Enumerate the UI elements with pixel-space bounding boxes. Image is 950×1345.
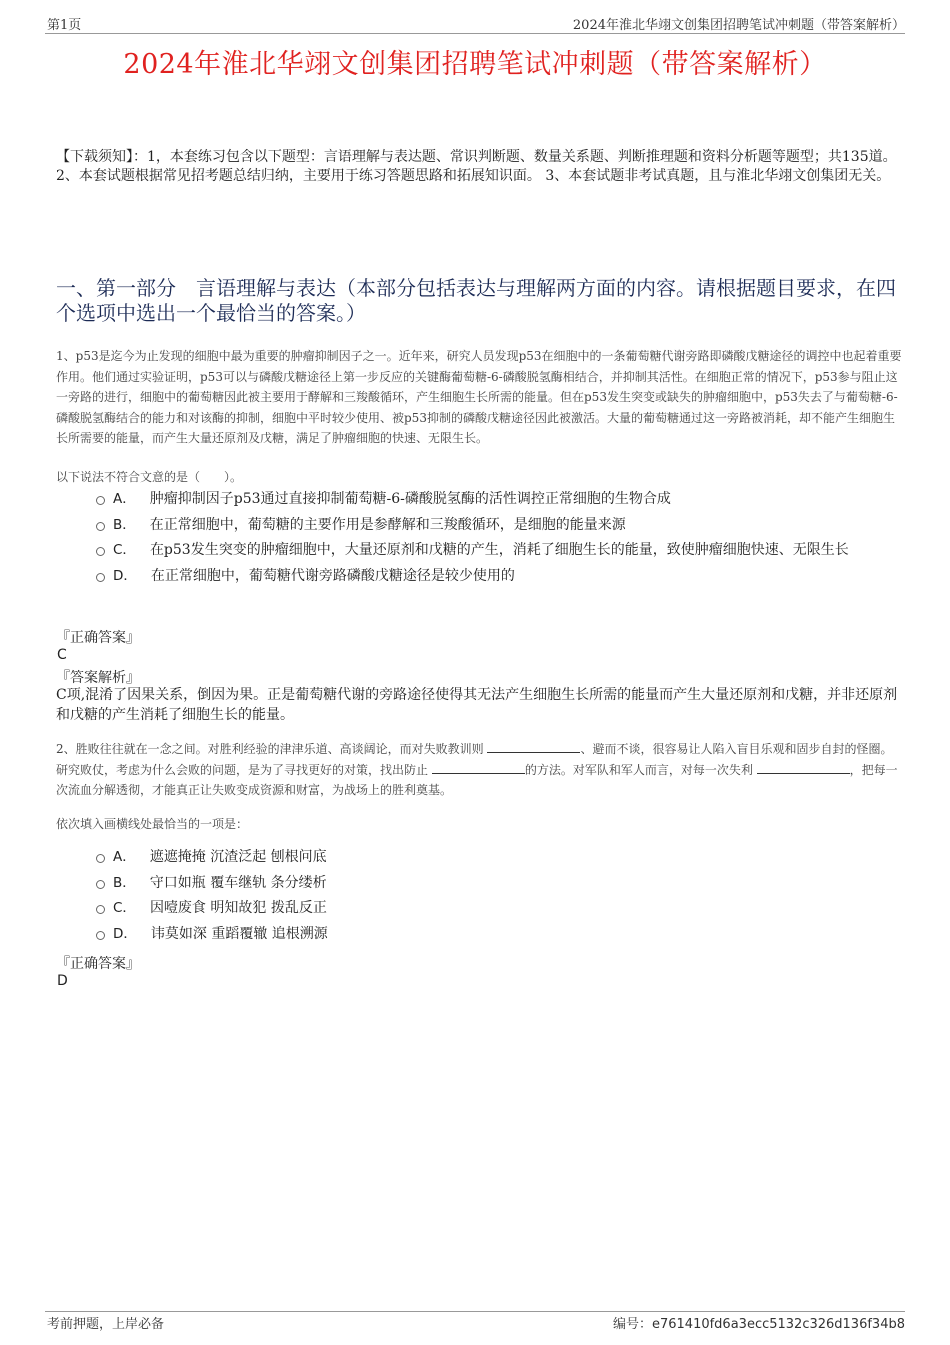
analysis-label: 『答案解析』 bbox=[56, 670, 140, 686]
question-1-text: 1、p53是迄今为止发现的细胞中最为重要的肿瘤抑制因子之一。近年来，研究人员发现p53在细胞中的一条葡萄糖代谢旁路即磷酸戊糖途径的调控中也起着重要作用。他们通过实验证明，p53可以与磷酸戊糖途径上第一步反应的关键酶葡萄糖-6-磷酸脱氢酶相结合，并抑制其活性。在细胞正常的情况下，p53参与阻止这一旁路的进行，细胞中的葡萄糖因此被主要用于酵解和三羧酸循环，产生细胞生长所需的能量。但在p53发生突变或缺失的肿瘤细胞中，p53失去了与葡萄糖-6-磷酸脱氢酶结合的能力和对该酶的抑制，细胞中平时较少使用、被p53抑制的磷酸戊糖途径因此被激活。大量的葡萄糖通过这一旁路被消耗，却不能产生细胞生长所需要的能量，而产生大量还原剂及戊糖，满足了肿瘤细胞的快速、无限生长。 bbox=[56, 349, 902, 445]
question-2-text: 2、胜败往往就在一念之间。对胜利经验的津津乐道、高谈阔论，而对失败教训则 、避而不谈，很容易让人陷入盲目乐观和固步自封的怪圈。研究败仗，考虑为什么会败的问题，是为了寻找更好的对策，找出防止 的方法。对军队和军人而言，对每一次失利 ，把每一次流血分解透彻，才能真正让失败变成资源和财富，为战场上的胜利奠基。 bbox=[56, 742, 898, 797]
radio-icon[interactable] bbox=[96, 573, 105, 582]
answer-label: 『正确答案』 bbox=[56, 630, 140, 646]
option-a[interactable]: A． 肿瘤抑制因子p53通过直接抑制葡萄糖-6-磷酸脱氢酶的活性调控正常细胞的生物合成 bbox=[96, 489, 902, 510]
radio-icon[interactable] bbox=[96, 880, 105, 889]
footer-code: 编号：e761410fd6a3ecc5132c326d136f34b8 bbox=[612, 1317, 905, 1332]
option-b[interactable]: B． 在正常细胞中，葡萄糖的主要作用是参酵解和三羧酸循环，是细胞的能量来源 bbox=[96, 515, 902, 536]
radio-icon[interactable] bbox=[96, 496, 105, 505]
option-a[interactable]: A． 遮遮掩掩 沉渣泛起 刨根问底 bbox=[96, 847, 902, 868]
answer-value: D bbox=[57, 973, 68, 989]
radio-icon[interactable] bbox=[96, 931, 105, 940]
option-c[interactable]: C． 因噎废食 明知故犯 拨乱反正 bbox=[96, 898, 902, 919]
option-d[interactable]: D． 讳莫如深 重蹈覆辙 追根溯源 bbox=[96, 924, 902, 945]
header-divider bbox=[45, 33, 905, 34]
answer-value: C bbox=[57, 647, 67, 663]
footer-slogan: 考前押题，上岸必备 bbox=[47, 1317, 165, 1332]
radio-icon[interactable] bbox=[96, 522, 105, 531]
page-title: 2024年淮北华翊文创集团招聘笔试冲刺题（带答案解析） bbox=[123, 49, 827, 80]
page-number: 第1页 bbox=[47, 18, 82, 33]
answer-label: 『正确答案』 bbox=[56, 956, 140, 972]
question-2-prompt: 依次填入画横线处最恰当的一项是： bbox=[56, 817, 249, 831]
question-1-options bbox=[96, 489, 902, 591]
header-doc-title: 2024年淮北华翊文创集团招聘笔试冲刺题（带答案解析） bbox=[572, 18, 905, 33]
question-1-prompt: 以下说法不符合文意的是（ ）。 bbox=[56, 470, 243, 484]
option-c[interactable]: C． 在p53发生突变的肿瘤细胞中，大量还原剂和戊糖的产生，消耗了细胞生长的能量，致使肿瘤细胞快速、无限生长 bbox=[96, 540, 902, 561]
option-d[interactable]: D． 在正常细胞中，葡萄糖代谢旁路磷酸戊糖途径是较少使用的 bbox=[96, 566, 902, 587]
radio-icon[interactable] bbox=[96, 547, 105, 556]
radio-icon[interactable] bbox=[96, 854, 105, 863]
section-heading: 一、第一部分 言语理解与表达（本部分包括表达与理解两方面的内容。请根据题目要求，在四个选项中选出一个最恰当的答案。） bbox=[56, 276, 896, 325]
analysis-text: C项,混淆了因果关系，倒因为果。正是葡萄糖代谢的旁路途径使得其无法产生细胞生长所需的能量而产生大量还原剂和戊糖，并非还原剂和戊糖的产生消耗了细胞生长的能量。 bbox=[56, 687, 898, 723]
question-2-options bbox=[96, 847, 902, 949]
download-notice: 【下载须知】：1，本套练习包含以下题型：言语理解与表达题、常识判断题、数量关系题、判断推理题和资料分析题等题型；共135道。 2、本套试题根据常见招考题总结归纳，主要用于练习答题思路和拓展知识面。 3、本套试题非考试真题，且与淮北华翊文创集团无关。 bbox=[56, 149, 897, 184]
option-b[interactable]: B． 守口如瓶 覆车继轨 条分缕析 bbox=[96, 873, 902, 894]
blank-line bbox=[757, 761, 850, 774]
blank-line bbox=[432, 761, 525, 774]
footer-divider bbox=[45, 1311, 905, 1312]
radio-icon[interactable] bbox=[96, 905, 105, 914]
blank-line bbox=[487, 740, 580, 753]
